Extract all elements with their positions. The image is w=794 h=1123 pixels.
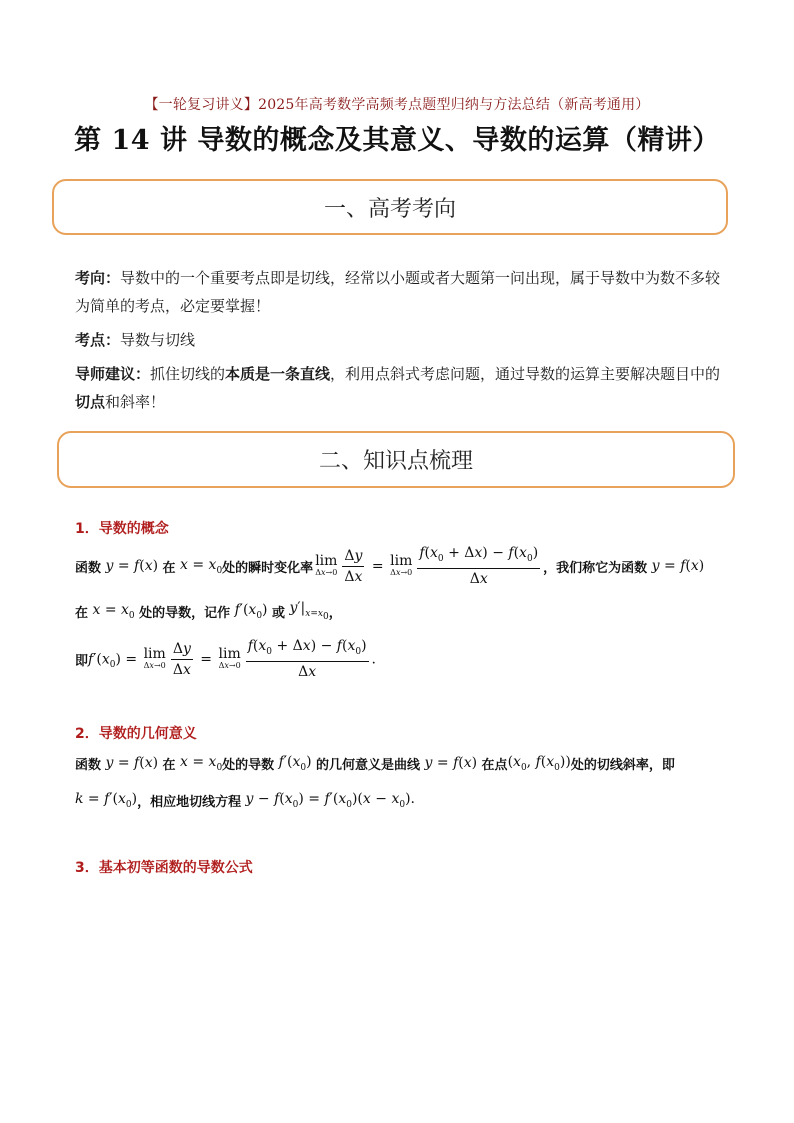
advice-text: 抓住切线的 xyxy=(150,365,226,383)
advice-paragraph xyxy=(75,360,725,416)
math-expression: y = f(x) xyxy=(105,755,163,771)
math-expression: y = f(x) xyxy=(424,755,482,771)
advice-emphasis: 切点 xyxy=(75,393,106,411)
formula-text: 在 xyxy=(162,560,176,576)
math-expression: y = f(x) xyxy=(105,558,163,574)
section-banner-knowledge xyxy=(57,431,735,488)
derivative-definition: $f'(x_0)$ = lim Δx→0 $\frac{\Delta y}{\Delta x}$ = lim Δx→0 $\frac{f(x_0 + \Delta x) - f(x_0)}{\Delta x}$ . xyxy=(88,637,376,681)
formula-line xyxy=(75,751,675,775)
math-expression: $f'(x_0)$ xyxy=(278,753,317,773)
formula-line xyxy=(75,638,376,680)
section-banner-exam-direction xyxy=(52,179,728,235)
direction-text: 导数中的一个重要考点即是切线，经常以小题或者大题第一问出现，属于导数中为数不多较为简单的考点，必定要掌握！ xyxy=(75,269,721,315)
point-paragraph xyxy=(75,326,725,354)
formula-line xyxy=(75,599,342,623)
section-banner-label: 二、知识点梳理 xyxy=(318,449,473,474)
math-expression: $f'(x_0)$ xyxy=(234,601,272,621)
formula-text: 或 xyxy=(271,605,285,621)
math-expression: $k = f'(x_0)$ xyxy=(75,790,138,810)
formula-text: ，我们称它为函数 xyxy=(543,560,648,576)
tangent-equation: $y - f(x_0) = f'(x_0)(x - x_0)$. xyxy=(245,790,415,810)
formula-text: 函数 xyxy=(75,560,102,576)
direction-label: 考向： xyxy=(75,269,121,287)
math-expression: $y'|_{x=x_0}$ xyxy=(289,600,329,622)
section-banner-label: 一、高考考向 xyxy=(323,196,456,222)
formula-text: 在 xyxy=(162,757,176,773)
formula-text: 在 xyxy=(75,605,89,621)
point-label: 考点： xyxy=(75,331,121,349)
limit-expression: lim Δx→0 $\frac{\Delta y}{\Delta x}$ = lim Δx→0 $\frac{f(x_0 + \Delta x) - f(x_0)}{\Delta x}$ xyxy=(315,544,539,588)
math-expression: $x = x_0$ xyxy=(92,601,135,621)
math-expression: $x = x_0$ xyxy=(179,753,223,773)
formula-line xyxy=(75,546,704,586)
formula-text: 函数 xyxy=(75,757,102,773)
heading-derivative-concept: 1．导数的概念 xyxy=(75,521,169,537)
heading-geometric-meaning: 2．导数的几何意义 xyxy=(75,726,197,742)
heading-derivative-formulas: 3．基本初等函数的导数公式 xyxy=(75,860,253,876)
math-expression: ($x_0$, $f(x_0)$) xyxy=(507,753,571,773)
formula-text: 的几何意义是曲线 xyxy=(316,757,421,773)
formula-text: 在点 xyxy=(481,757,508,773)
formula-text: 处的导数 xyxy=(222,757,275,773)
point-text: 导数与切线 xyxy=(120,331,196,349)
advice-label: 导师建议： xyxy=(75,365,151,383)
page-title: 第 14 讲 导数的概念及其意义、导数的运算（精讲） xyxy=(74,125,720,156)
math-expression: $x = x_0$ xyxy=(179,556,223,576)
formula-text: 处的瞬时变化率 xyxy=(222,560,314,576)
advice-emphasis: 本质是一条直线 xyxy=(225,365,331,383)
formula-line xyxy=(75,788,415,812)
formula-text: 处的切线斜率，即 xyxy=(570,757,675,773)
series-title: 【一轮复习讲义】2025年高考数学高频考点题型归纳与方法总结（新高考通用） xyxy=(144,97,650,113)
math-expression: y = f(x) xyxy=(651,558,705,574)
formula-text: 即 xyxy=(75,653,89,669)
advice-text: ，利用点斜式考虑问题，通过导数的运算主要解决题目中的 xyxy=(330,365,721,383)
formula-text: ，相应地切线方程 xyxy=(137,794,242,810)
formula-text: ， xyxy=(328,605,342,621)
advice-text: 和斜率！ xyxy=(105,393,166,411)
direction-paragraph xyxy=(75,264,725,320)
formula-text: 处的导数，记作 xyxy=(139,605,231,621)
